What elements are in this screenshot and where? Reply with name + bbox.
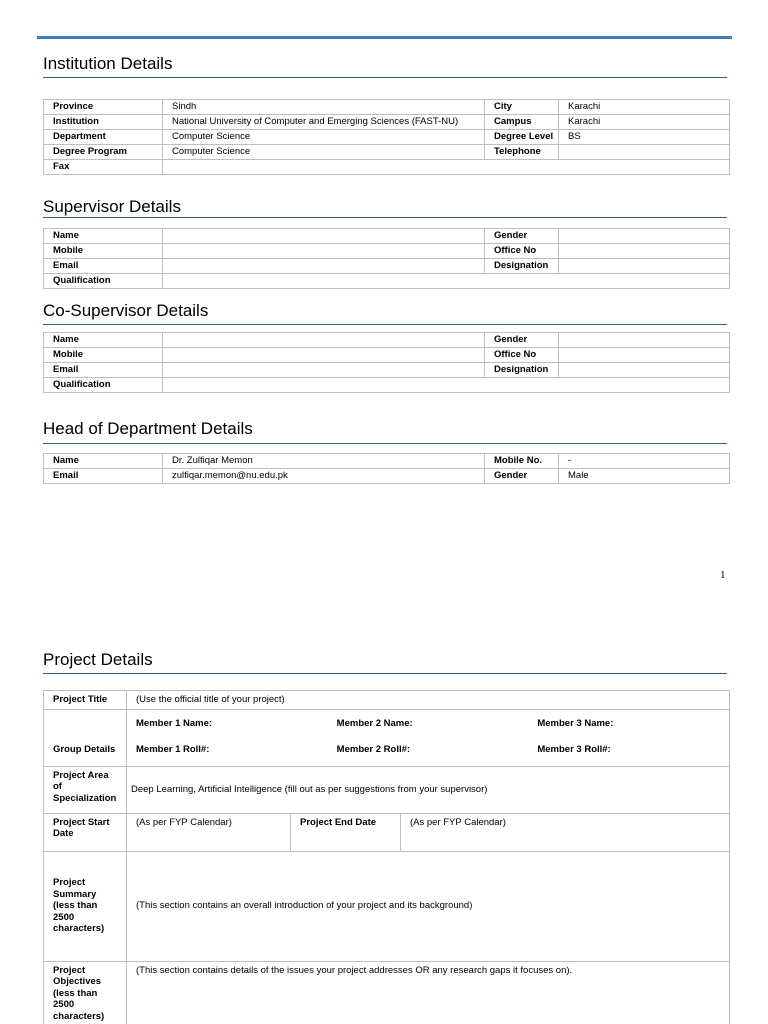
institution-label-left: Fax [44,160,163,175]
supervisor-value-left [163,259,485,274]
hod-details-heading: Head of Department Details [43,419,253,438]
member-3-roll: Member 3 Roll#: [537,743,611,755]
institution-value-left: Sindh [163,100,485,115]
institution-label-left: Institution [44,115,163,130]
institution-details-heading: Institution Details [43,54,173,73]
institution-value-left: Computer Science [163,130,485,145]
hod-label-right: Gender [485,469,559,484]
institution-row [44,100,730,115]
member-2-name: Member 2 Name: [336,717,413,729]
institution-label-right: Campus [485,115,559,130]
institution-label-right: City [485,100,559,115]
project-dates-row [44,813,730,851]
co-supervisor-label-right: Gender [485,333,559,348]
institution-value-right: BS [559,130,730,145]
co-supervisor-value-left [163,333,485,348]
group-details-label: Group Details [44,709,127,766]
supervisor-label-left: Email [44,259,163,274]
institution-label-right: Degree Level [485,130,559,145]
project-start-value: (As per FYP Calendar) [127,813,291,851]
hod-heading-rule [43,443,727,444]
co-supervisor-label-right: Designation [485,363,559,378]
institution-value-left: Computer Science [163,145,485,160]
supervisor-label-left: Mobile [44,244,163,259]
institution-label-left: Department [44,130,163,145]
hod-row [44,454,730,469]
project-title-label: Project Title [44,691,127,710]
project-table [43,690,730,1024]
institution-row [44,145,730,160]
supervisor-value-right [559,229,730,244]
institution-row [44,160,730,175]
hod-row [44,469,730,484]
institution-heading-rule [43,77,727,78]
supervisor-row [44,229,730,244]
co-supervisor-row [44,378,730,393]
supervisor-row [44,244,730,259]
member-1-name: Member 1 Name: [136,717,213,729]
hod-label-right: Mobile No. [485,454,559,469]
hod-value-left: zulfiqar.memon@nu.edu.pk [163,469,485,484]
institution-label-left: Degree Program [44,145,163,160]
co-supervisor-row [44,333,730,348]
project-summary-label: Project Summary (less than 2500 characters) [44,851,127,961]
supervisor-label-left: Name [44,229,163,244]
institution-table [43,99,730,175]
project-area-label: Project Area of Specialization [44,766,127,813]
institution-label-left: Province [44,100,163,115]
institution-value-right: Karachi [559,115,730,130]
institution-value-left [163,160,730,175]
hod-value-left: Dr. Zulfiqar Memon [163,454,485,469]
co-supervisor-table [43,332,730,393]
hod-table [43,453,730,484]
co-supervisor-label-left: Name [44,333,163,348]
supervisor-row [44,274,730,289]
group-members-table [127,710,729,762]
group-details-row [44,709,730,766]
supervisor-label-right: Gender [485,229,559,244]
project-objectives-row [44,961,730,1024]
co-supervisor-value-right [559,348,730,363]
institution-value-right: Karachi [559,100,730,115]
co-supervisor-label-left: Email [44,363,163,378]
co-supervisor-label-left: Qualification [44,378,163,393]
member-1-roll: Member 1 Roll#: [136,743,210,755]
project-summary-value: (This section contains an overall introduction of your project and its background) [127,851,730,961]
project-end-value: (As per FYP Calendar) [401,813,730,851]
project-objectives-label: Project Objectives (less than 2500 characters) [44,961,127,1024]
supervisor-value-left [163,274,730,289]
project-area-row [44,766,730,813]
supervisor-row [44,259,730,274]
supervisor-value-right [559,244,730,259]
supervisor-heading-rule [43,217,727,218]
project-details-heading: Project Details [43,650,153,669]
co-supervisor-heading-rule [43,324,727,325]
group-members-cell [127,709,730,766]
hod-label-left: Name [44,454,163,469]
supervisor-label-left: Qualification [44,274,163,289]
project-summary-row [44,851,730,961]
institution-row [44,115,730,130]
co-supervisor-label-left: Mobile [44,348,163,363]
co-supervisor-value-right [559,363,730,378]
project-area-value: Deep Learning, Artificial Intelligence (fill out as per suggestions from your supervisor) [127,766,730,813]
hod-value-right: - [559,454,730,469]
institution-value-left: National University of Computer and Emerging Sciences (FAST-NU) [163,115,485,130]
project-heading-rule [43,673,727,674]
project-end-label: Project End Date [291,813,401,851]
hod-label-left: Email [44,469,163,484]
co-supervisor-row [44,363,730,378]
co-supervisor-value-left [163,348,485,363]
page-number: 1 [720,569,726,581]
supervisor-value-right [559,259,730,274]
co-supervisor-details-heading: Co-Supervisor Details [43,301,209,320]
page-top-rule [37,36,732,39]
co-supervisor-value-left [163,363,485,378]
project-title-row [44,691,730,710]
institution-label-right: Telephone [485,145,559,160]
co-supervisor-row [44,348,730,363]
project-start-label: Project Start Date [44,813,127,851]
co-supervisor-label-right: Office No [485,348,559,363]
supervisor-table [43,228,730,289]
institution-row [44,130,730,145]
institution-value-right [559,145,730,160]
supervisor-value-left [163,244,485,259]
supervisor-label-right: Designation [485,259,559,274]
member-2-roll: Member 2 Roll#: [336,743,411,755]
supervisor-value-left [163,229,485,244]
co-supervisor-value-right [559,333,730,348]
member-3-name: Member 3 Name: [537,717,614,729]
project-objectives-value: (This section contains details of the issues your project addresses OR any research gaps it focuses on). [127,961,730,1024]
project-title-value: (Use the official title of your project) [127,691,730,710]
supervisor-label-right: Office No [485,244,559,259]
hod-value-right: Male [559,469,730,484]
supervisor-details-heading: Supervisor Details [43,197,181,216]
co-supervisor-value-left [163,378,730,393]
